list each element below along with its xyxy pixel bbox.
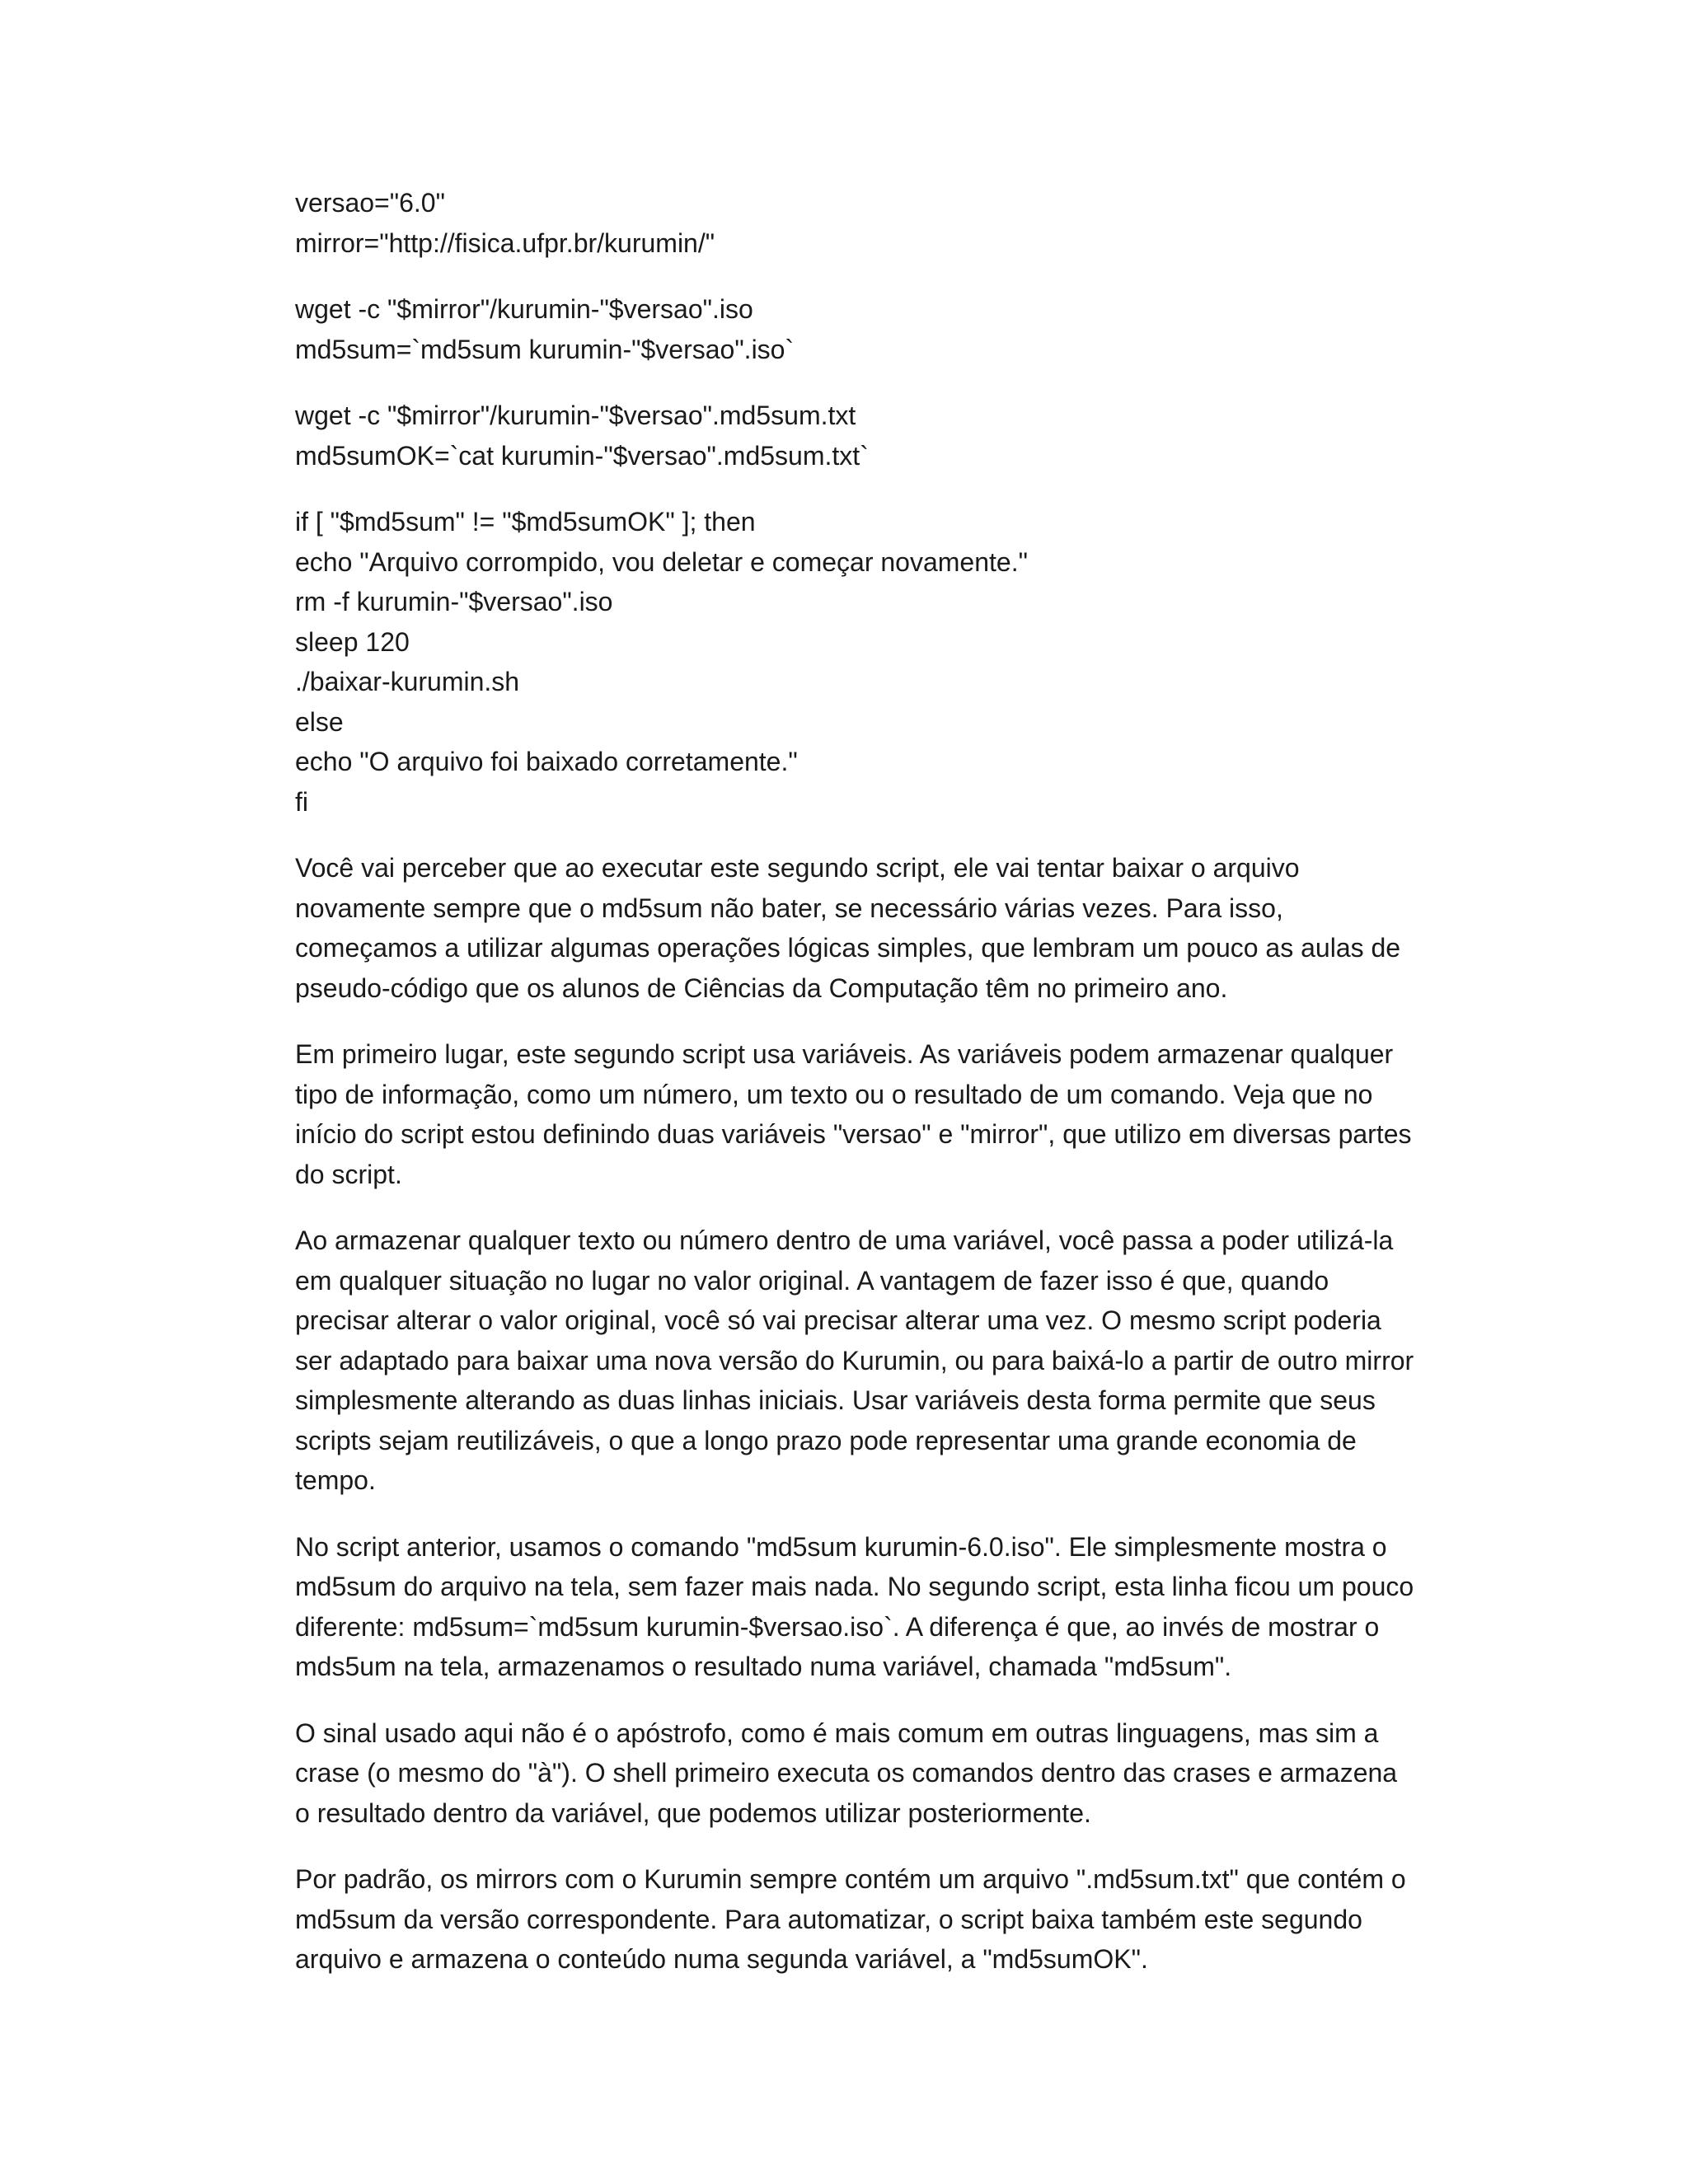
- body-paragraph: No script anterior, usamos o comando "md5sum kurumin-6.0.iso". Ele simplesmente mostra o md5sum do arquivo na tela, sem fazer mais nada. No segundo script, esta linha ficou um pouco diferente: md5sum=`md5sum kurumin-$versao.iso`. A diferença é que, ao invés de mostrar o mds5um na tela, armazenamos o resultado numa variável, chamada "md5sum".: [295, 1531, 1414, 1681]
- code-line: echo "Arquivo corrompido, vou deletar e começar novamente.": [295, 546, 1028, 577]
- code-line: sleep 120: [295, 626, 410, 657]
- code-line: versao="6.0": [295, 188, 445, 218]
- code-line: rm -f kurumin-"$versao".iso: [295, 587, 613, 616]
- body-paragraph: Por padrão, os mirrors com o Kurumin sempre contém um arquivo ".md5sum.txt" que contém o md5sum da versão correspondente. Para automatizar, o script baixa também este segundo arquivo e armazena o conteúdo numa segunda variável, a "md5sumOK".: [295, 1864, 1406, 1974]
- code-block-variables: [295, 183, 1416, 263]
- body-paragraph: Em primeiro lugar, este segundo script usa variáveis. As variáveis podem armazenar qualquer tipo de informação, como um número, um texto ou o resultado de um comando. Veja que no início do script estou definindo duas variáveis "versao" e "mirror", que utilizo em diversas partes do script.: [295, 1039, 1412, 1189]
- code-line: ./baixar-kurumin.sh: [295, 667, 520, 696]
- code-block-download-iso: [295, 289, 1416, 369]
- body-paragraph: O sinal usado aqui não é o apóstrofo, como é mais comum em outras linguagens, mas sim a crase (o mesmo do "à"). O shell primeiro executa os comandos dentro das crases e armazena o resultado dentro da variável, que podemos utilizar posteriormente.: [295, 1718, 1398, 1828]
- code-line: wget -c "$mirror"/kurumin-"$versao".md5sum.txt: [295, 401, 856, 430]
- body-paragraph: Você vai perceber que ao executar este segundo script, ele vai tentar baixar o arquivo novamente sempre que o md5sum não bater, se necessário várias vezes. Para isso, começamos a utilizar algumas operações lógicas simples, que lembram um pouco as aulas de pseudo-código que os alunos de Ciências da Computação têm no primeiro ano.: [295, 853, 1401, 1003]
- code-line: md5sum=`md5sum kurumin-"$versao".iso`: [295, 334, 795, 364]
- code-block-conditional: [295, 502, 1416, 822]
- body-paragraph: Ao armazenar qualquer texto ou número dentro de uma variável, você passa a poder utilizá-la em qualquer situação no lugar no valor original. A vantagem de fazer isso é que, quando precisar alterar o valor original, você só vai precisar alterar uma vez. O mesmo script poderia ser adaptado para baixar uma nova versão do Kurumin, ou para baixá-lo a partir de outro mirror simplesmente alterando as duas linhas iniciais. Usar variáveis desta forma permite que seus scripts sejam reutilizáveis, o que a longo prazo pode representar uma grande economia de tempo.: [295, 1226, 1414, 1495]
- page-content: [295, 183, 1416, 2006]
- code-line: if [ "$md5sum" != "$md5sumOK" ]; then: [295, 507, 756, 537]
- code-block-download-md5: [295, 396, 1416, 476]
- code-line: fi: [295, 786, 308, 817]
- code-line: wget -c "$mirror"/kurumin-"$versao".iso: [295, 294, 753, 324]
- code-line: echo "O arquivo foi baixado corretamente.": [295, 747, 798, 776]
- code-line: mirror="http://fisica.ufpr.br/kurumin/": [295, 227, 715, 258]
- code-line: else: [295, 706, 344, 737]
- code-line: md5sumOK=`cat kurumin-"$versao".md5sum.txt`: [295, 440, 869, 471]
